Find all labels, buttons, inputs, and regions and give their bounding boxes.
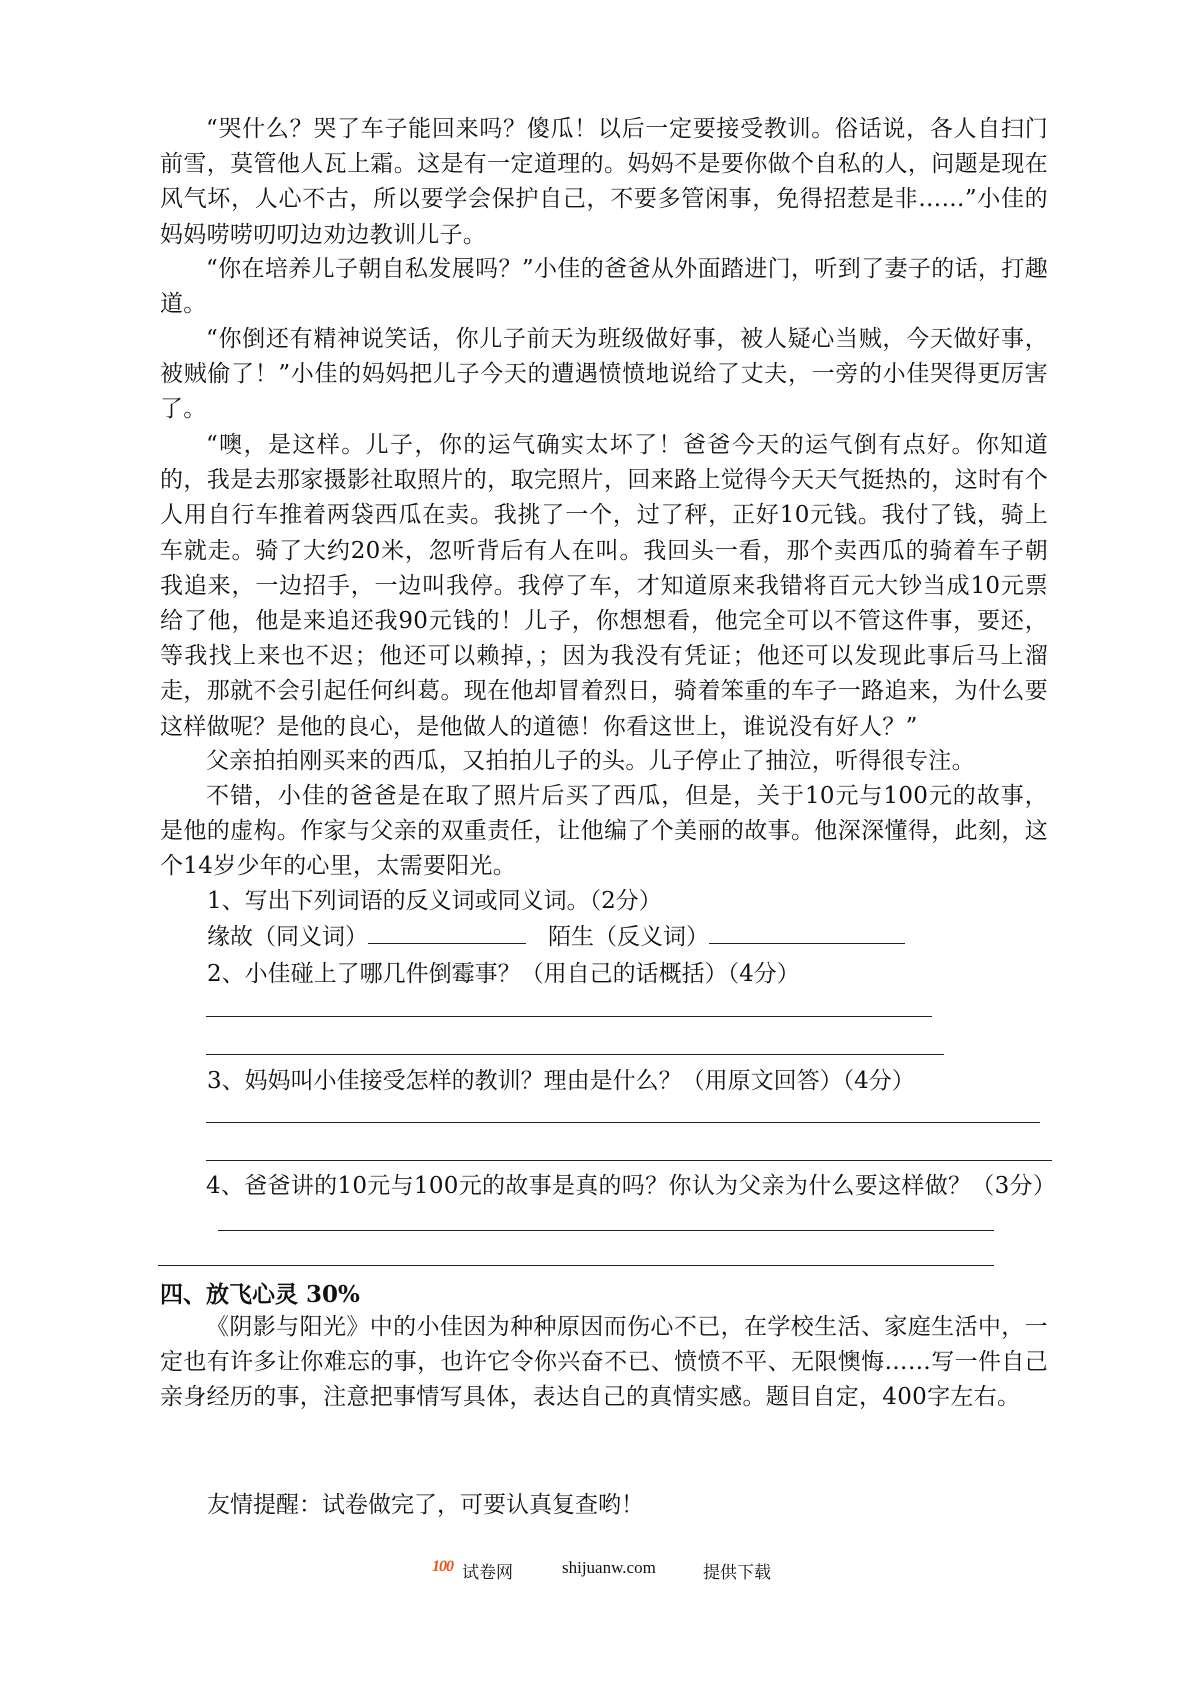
story-paragraph-2: “你在培养儿子朝自私发展吗？”小佳的爸爸从外面踏进门，听到了妻子的话，打趣道。 [160, 256, 1048, 318]
q1-synonym-label: 缘故（同义词） [207, 924, 368, 950]
footer-site[interactable]: shijuanw.com [562, 1558, 656, 1577]
story-paragraph-1: “哭什么？哭了车子能回来吗？傻瓜！以后一定要接受教训。俗话说，各人自扫门前雪，莫管他人瓦上霜。这是有一定道理的。妈妈不是要你做个自私的人，问题是现在风气坏，人心不古，所以要学会保护自己，不要多管闲事，免得招惹是非……”小佳的妈妈唠唠叨叨边劝边教训儿子。 [160, 116, 1048, 248]
story-paragraph-5: 父亲拍拍刚买来的西瓜，又拍拍儿子的头。儿子停止了抽泣，听得很专注。 [206, 748, 975, 774]
footer-note: 提供下载 [703, 1563, 771, 1582]
q1-antonym-label: 陌生（反义词） [547, 924, 709, 950]
friendly-reminder: 友情提醒：试卷做完了，可要认真复查哟！ [207, 1492, 644, 1518]
story-paragraph-6: 不错，小佳的爸爸是在取了照片后买了西瓜，但是，关于10元与100元的故事，是他的虚构。作家与父亲的双重责任，让他编了个美丽的故事。他深深懂得，此刻，这个14岁少年的心里，太需要阳光。 [160, 783, 1048, 880]
q4-answer-line-2[interactable] [158, 1265, 994, 1266]
story-paragraph-3: “你倒还有精神说笑话，你儿子前天为班级做好事，被人疑心当贼，今天做好事，被贼偷了！”小佳的妈妈把儿子今天的遭遇愤愤地说给了丈夫，一旁的小佳哭得更厉害了。 [160, 326, 1048, 423]
question-1: 1、写出下列词语的反义词或同义词。（2分） [207, 888, 662, 914]
question-4: 4、爸爸讲的10元与100元的故事是真的吗？你认为父亲为什么要这样做？（3分） [206, 1173, 1057, 1199]
section-4-prompt: 《阴影与阳光》中的小佳因为种种原因而伤心不已，在学校生活、家庭生活中，一定也有许多让你难忘的事，也许它令你兴奋不已、愤愤不平、无限懊悔……写一件自己亲身经历的事，注意把事情写具体，表达自己的真情实感。题目自定，400字左右。 [160, 1314, 1048, 1411]
q2-answer-line-2[interactable] [206, 1054, 944, 1055]
question-1-answers [207, 918, 905, 951]
footer-brand: 试卷网 [462, 1563, 513, 1582]
q1-antonym-blank[interactable] [709, 921, 905, 944]
question-3: 3、妈妈叫小佳接受怎样的教训？理由是什么？（用原文回答）（4分） [207, 1068, 915, 1094]
q1-synonym-blank[interactable] [368, 921, 526, 944]
logo-100: 100 [432, 1558, 453, 1575]
section-4-heading: 四、放飞心灵 30% [160, 1281, 360, 1308]
story-paragraph-4: “噢，是这样。儿子，你的运气确实太坏了！爸爸今天的运气倒有点好。你知道的，我是去那家摄影社取照片的，取完照片，回来路上觉得今天天气挺热的，这时有个人用自行车推着两袋西瓜在卖。我挑了一个，过了秤，正好10元钱。我付了钱，骑上车就走。骑了大约20米，忽听背后有人在叫。我回头一看，那个卖西瓜的骑着车子朝我追来，一边招手，一边叫我停。我停了车，才知道原来我错将百元大钞当成10元票给了他，他是来追还我90元钱的！儿子，你想想看，他完全可以不管这件事，要还，等我找上来也不迟；他还可以赖掉，；因为我没有凭证；他还可以发现此事后马上溜走，那就不会引起任何纠葛。现在他却冒着烈日，骑着笨重的车子一路追来，为什么要这样做呢？是他的良心，是他做人的道德！你看这世上，谁说没有好人？” [160, 432, 1048, 740]
question-2: 2、小佳碰上了哪几件倒霉事？（用自己的话概括）（4分） [207, 961, 800, 987]
q4-answer-line-1[interactable] [218, 1230, 994, 1231]
q3-answer-line-2[interactable] [206, 1160, 1052, 1161]
q2-answer-line-1[interactable] [206, 1016, 932, 1017]
q3-answer-line-1[interactable] [206, 1122, 1040, 1123]
